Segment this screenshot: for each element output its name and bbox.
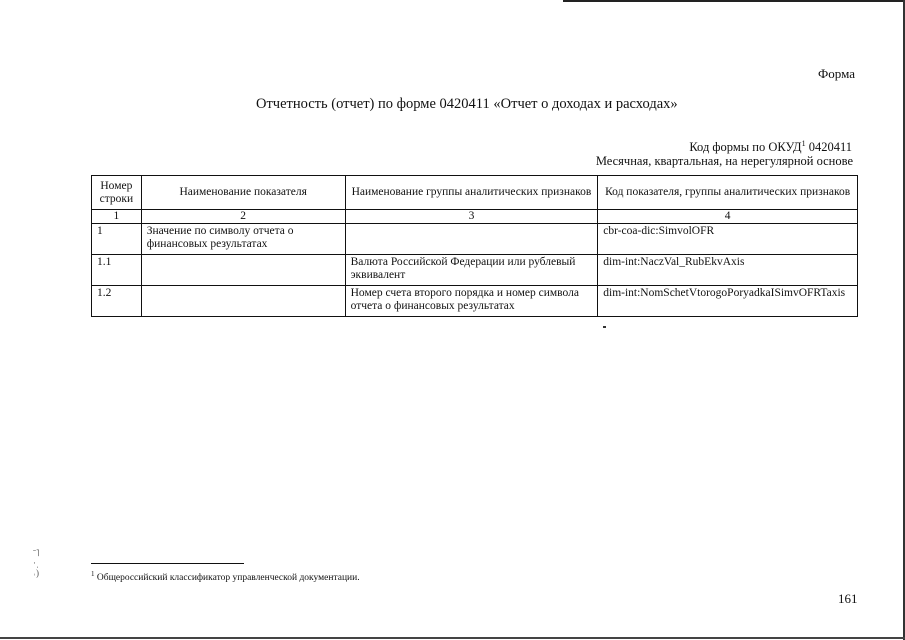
column-numbers-row [92, 210, 858, 224]
header-indicator-name: Наименование показателя [141, 176, 345, 210]
header-code: Код показателя, группы аналитических признаков [598, 176, 858, 210]
row-indicator [141, 255, 345, 286]
row-group: Номер счета второго порядка и номер символа отчета о финансовых результатах [345, 286, 598, 317]
row-number: 1 [92, 224, 142, 255]
table-row [92, 255, 858, 286]
column-number: 4 [598, 210, 858, 224]
okud-footnote-ref: 1 [801, 139, 806, 148]
footnote-marker: 1 [91, 570, 95, 578]
bottom-border-line [0, 637, 905, 639]
page-number: 161 [838, 591, 858, 606]
okud-code-line [689, 139, 852, 155]
header-row-number: Номер строки [92, 176, 142, 210]
header-group-name: Наименование группы аналитических признаков [345, 176, 598, 210]
row-group [345, 224, 598, 255]
footnote-separator [91, 563, 244, 564]
footnote [91, 570, 360, 583]
okud-code: 0420411 [805, 140, 852, 155]
form-label: Форма [818, 66, 855, 81]
table-row [92, 224, 858, 255]
document-title: Отчетность (отчет) по форме 0420411 «Отчет о доходах и расходах» [256, 96, 678, 112]
column-number: 2 [141, 210, 345, 224]
indicators-table [91, 175, 858, 317]
footnote-text: Общероссийский классификатор управленческой документации. [94, 573, 360, 584]
table-row [92, 286, 858, 317]
row-code: dim-int:NomSchetVtorogoPoryadkaISimvOFRTaxis [598, 286, 858, 317]
periodicity-line: Месячная, квартальная, на нерегулярной основе [595, 154, 853, 168]
table-header-row [92, 176, 858, 210]
row-indicator [141, 286, 345, 317]
okud-prefix: Код формы по ОКУД [689, 140, 802, 155]
column-number: 3 [345, 210, 598, 224]
scan-margin-artifact: ˉ˥ ·ˌ ˓) [33, 548, 40, 578]
row-code: cbr-coa-dic:SimvolOFR [598, 224, 858, 255]
row-number: 1.1 [92, 255, 142, 286]
scan-speck [603, 326, 606, 328]
row-group: Валюта Российской Федерации или рублевый эквивалент [345, 255, 598, 286]
row-indicator: Значение по символу отчета о финансовых результатах [141, 224, 345, 255]
column-number: 1 [92, 210, 142, 224]
row-code: dim-int:NaczVal_RubEkvAxis [598, 255, 858, 286]
top-border-line [563, 0, 905, 2]
row-number: 1.2 [92, 286, 142, 317]
